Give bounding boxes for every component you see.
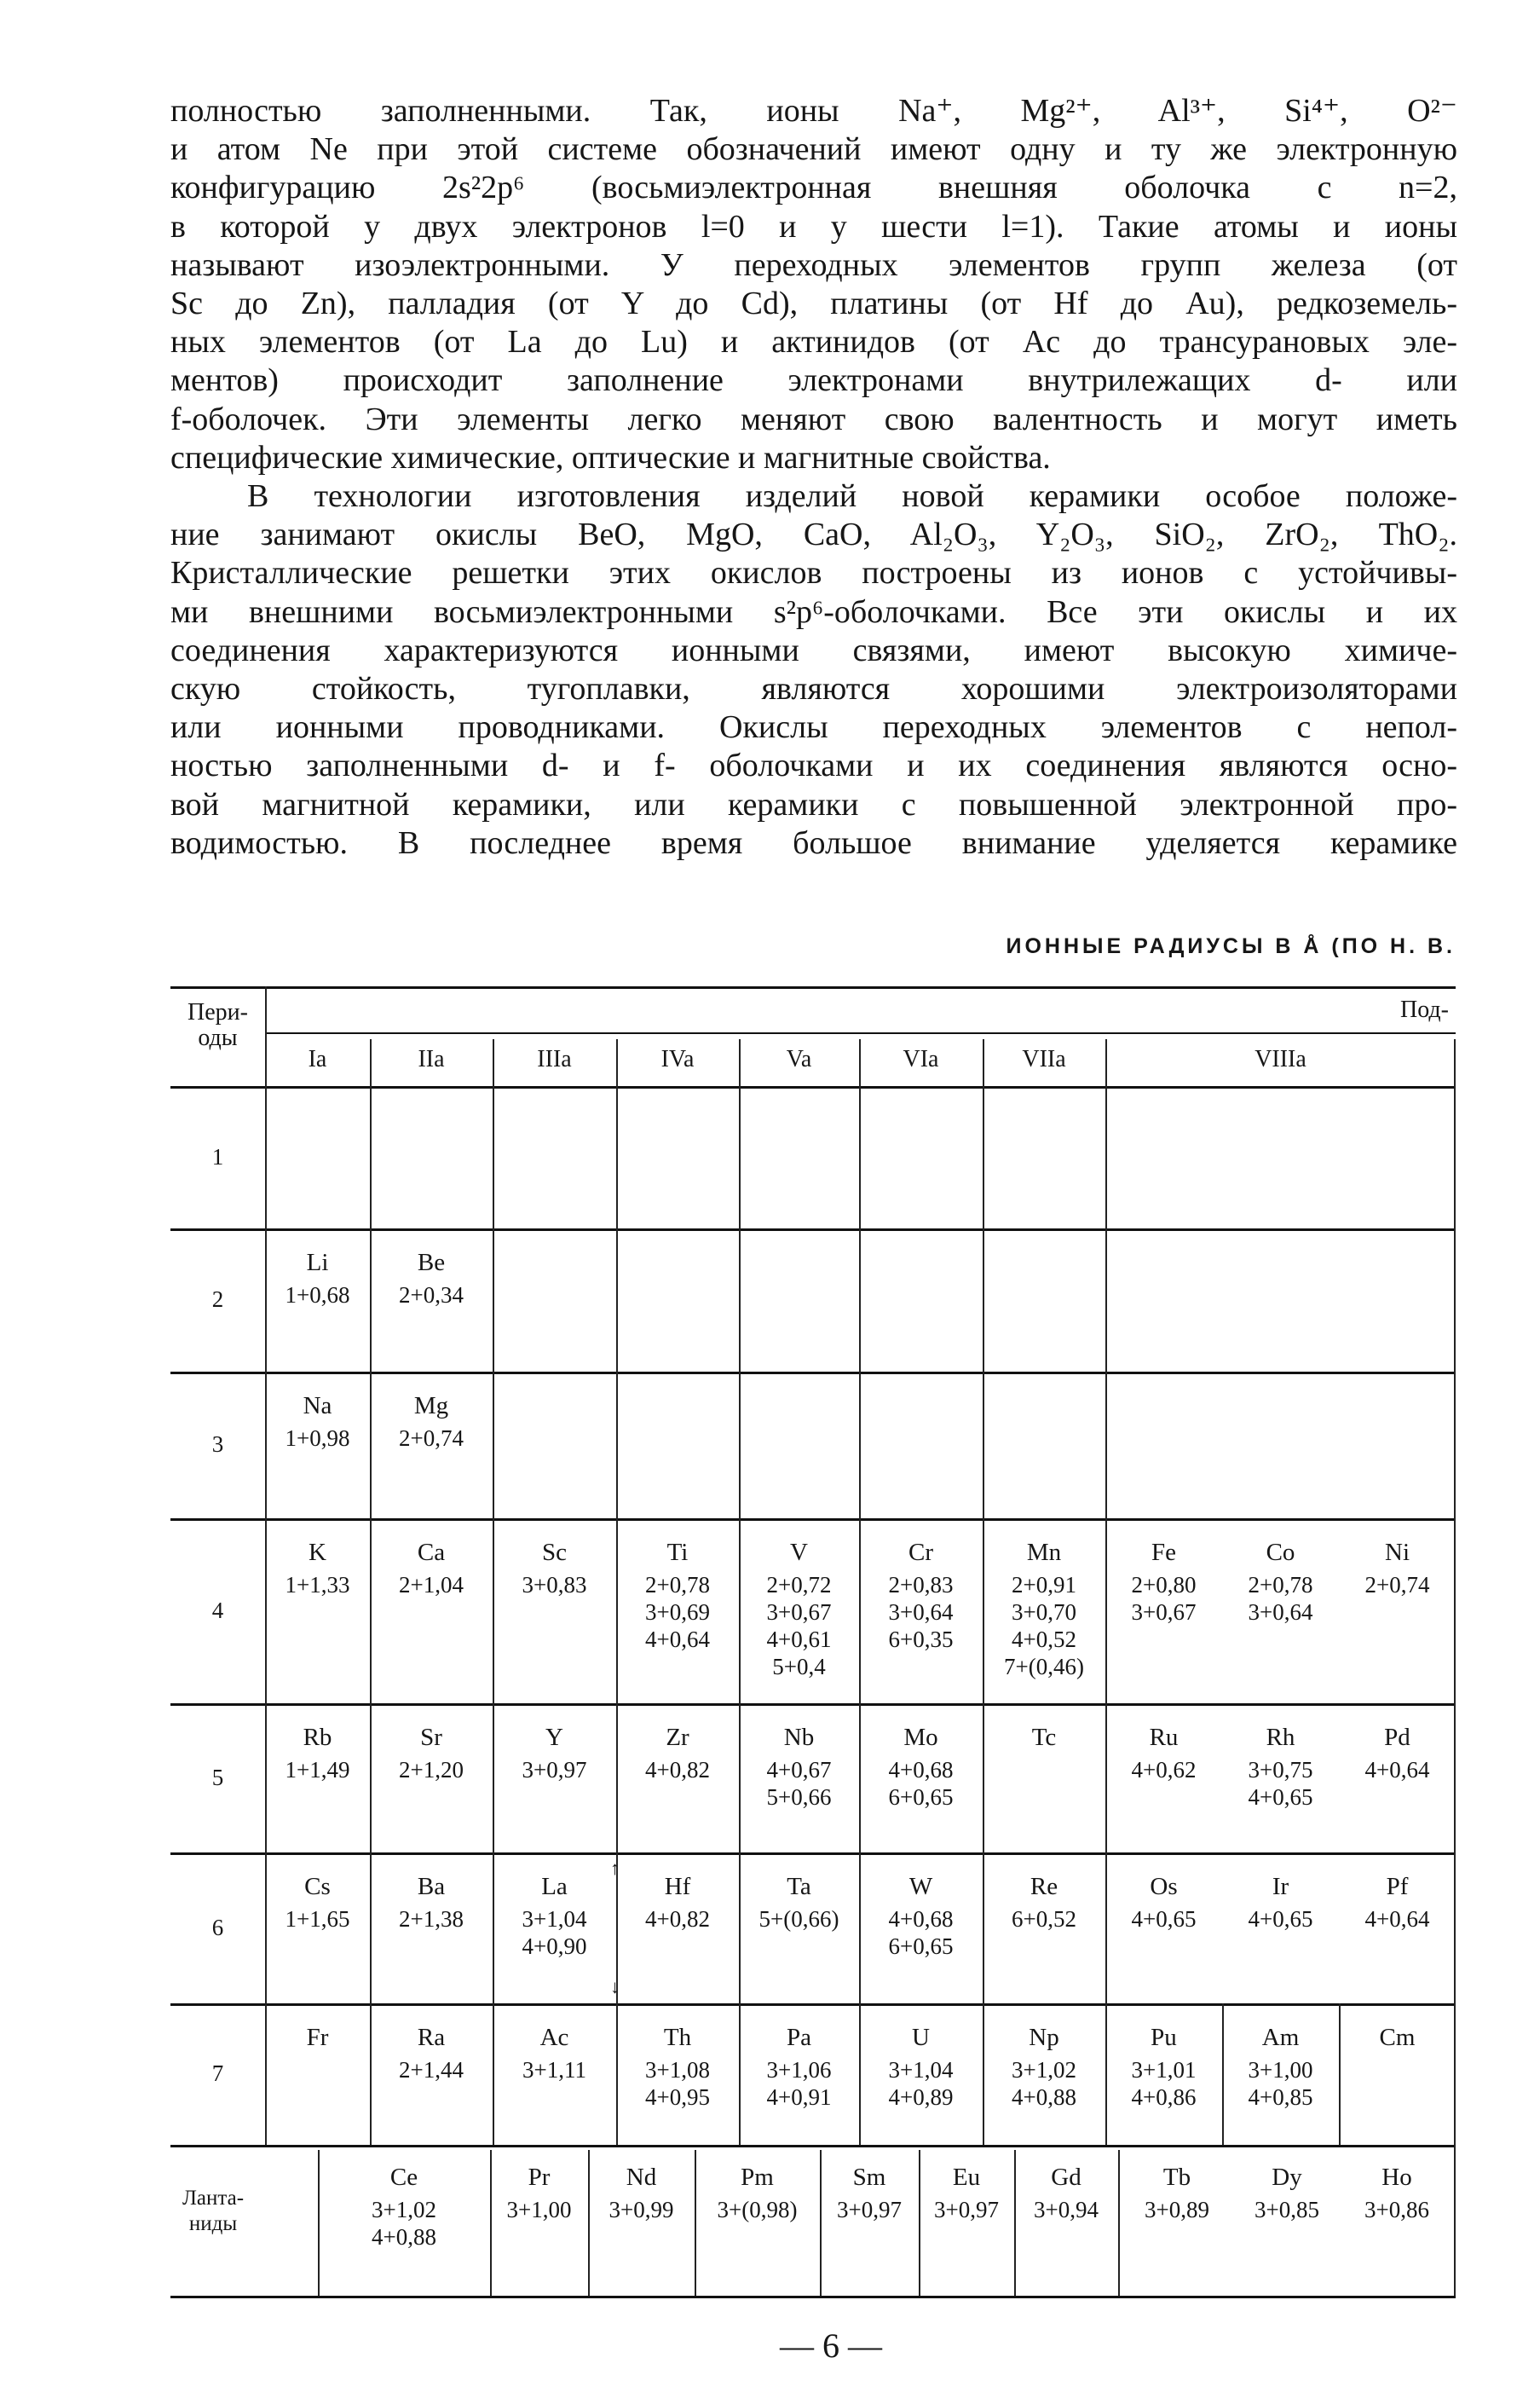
element-symbol: Eu	[952, 2164, 981, 2191]
ionic-radius-value: 3+0,69	[645, 1599, 710, 1625]
element-symbol: Sm	[852, 2164, 886, 2191]
ionic-radius-value: 4+0,64	[645, 1627, 710, 1652]
element-symbol: Cr	[908, 1539, 933, 1566]
element-symbol: Pf	[1386, 1873, 1409, 1900]
ionic-radius-value: 3+0,97	[522, 1757, 587, 1783]
ionic-radius-value: 2+0,91	[1012, 1572, 1076, 1598]
ionic-radius-value: 1+1,65	[285, 1906, 350, 1932]
text-line: ние занимают окислы BeO, MgO, CaO, Al₂O₃, Y₂O₃, SiO₂, ZrO₂, ThO₂.	[170, 517, 1457, 553]
text-line: в которой у двух электронов l=0 и у шести l=1). Такие атомы и ионы	[170, 208, 1457, 245]
element-symbol: Mn	[1026, 1539, 1062, 1566]
ionic-radius-value: 3+1,02	[372, 2197, 436, 2222]
ionic-radius-value: 1+0,68	[285, 1282, 350, 1308]
period-number: 7	[211, 2060, 224, 2086]
ionic-radius-value: 3+0,86	[1364, 2197, 1429, 2222]
element-cell	[739, 2003, 859, 2111]
group-header-VIIIa: VIIIa	[1254, 1046, 1306, 1072]
text-line: вой магнитной керамики, или керамики с повышенной электронной про-	[170, 786, 1457, 823]
ionic-radius-value: 4+0,68	[888, 1757, 954, 1783]
element-symbol: Ta	[787, 1873, 811, 1900]
element-cell	[265, 1228, 370, 1309]
element-symbol: Pm	[741, 2164, 774, 2191]
table-title: ИОННЫЕ РАДИУСЫ В Å (ПО Н. В.	[1006, 934, 1456, 958]
element-symbol: Pu	[1151, 2024, 1177, 2051]
ionic-radius-value: 5+0,4	[772, 1654, 826, 1679]
ionic-radius-value: 5+(0,66)	[758, 1906, 839, 1932]
element-cell	[616, 2003, 739, 2111]
ionic-radius-value: 2+0,34	[399, 1282, 464, 1308]
table-rule	[265, 1032, 1456, 1034]
element-symbol: La	[541, 1873, 568, 1900]
ionic-radius-value: 3+1,02	[1012, 2057, 1076, 2083]
ionic-radius-value: 3+0,64	[888, 1599, 954, 1625]
text-line: и атом Ne при этой системе обозначений имеют одну и ту же электронную	[170, 131, 1457, 168]
element-cell	[493, 2003, 616, 2083]
ionic-radius-value: 3+0,99	[609, 2197, 674, 2222]
element-cell	[370, 1703, 493, 1783]
ionic-radius-value: 1+1,33	[285, 1572, 350, 1598]
element-cell	[265, 1372, 370, 1452]
element-cell	[820, 2143, 919, 2223]
element-cell	[265, 1518, 370, 1598]
element-symbol: Nd	[626, 2164, 657, 2191]
element-symbol: Rh	[1266, 1724, 1295, 1751]
ionic-radius-value: 4+0,82	[645, 1906, 710, 1932]
ionic-radius-value: 3+0,70	[1012, 1599, 1076, 1625]
element-cell	[859, 1518, 983, 1653]
element-cell	[265, 1703, 370, 1783]
element-symbol: Zr	[666, 1724, 689, 1751]
ionic-radius-value: 3+1,00	[1248, 2057, 1313, 2083]
ionic-radius-value: 4+0,95	[645, 2084, 710, 2110]
period-number: 6	[211, 1914, 224, 1940]
element-cell	[493, 1852, 616, 1960]
ionic-radius-value: 7+(0,46)	[1004, 1654, 1084, 1679]
ionic-radius-value: 3+(0,98)	[717, 2197, 798, 2222]
element-cell	[318, 2143, 490, 2251]
element-cell	[739, 1852, 859, 1933]
ionic-radius-value: 6+0,65	[888, 1933, 954, 1959]
element-cell	[695, 2143, 820, 2223]
ionic-radius-value: 2+1,04	[399, 1572, 464, 1598]
text-line: специфические химические, оптические и магнитные свойства.	[170, 439, 1051, 476]
ionic-radius-value: 3+1,00	[506, 2197, 572, 2222]
ionic-radius-value: 4+0,65	[1248, 1906, 1313, 1932]
ionic-radius-value: 3+1,04	[888, 2057, 954, 2083]
element-cell	[1339, 1518, 1456, 1598]
element-cell	[1105, 2003, 1222, 2111]
arrow-down-icon: ↓	[610, 1976, 620, 1997]
ionic-radius-value: 2+1,20	[399, 1757, 464, 1783]
text-line: В технологии изготовления изделий новой керамики особое положе-	[247, 478, 1457, 515]
ionic-radius-value: 6+0,52	[1012, 1906, 1076, 1932]
element-symbol: Np	[1029, 2024, 1059, 2051]
period-number: 1	[211, 1143, 224, 1170]
element-cell	[1222, 2003, 1339, 2111]
element-cell	[1105, 1518, 1222, 1626]
ionic-radius-value: 2+0,74	[1364, 1572, 1430, 1598]
ionic-radius-value: 1+1,49	[285, 1757, 350, 1783]
element-cell	[1105, 1703, 1222, 1783]
element-symbol: Be	[417, 1249, 446, 1276]
element-symbol: Ni	[1385, 1539, 1410, 1566]
subgroup-header: Под-	[1400, 997, 1449, 1023]
text-line: конфигурацию 2s²2p⁶ (восьмиэлектронная внешняя оболочка с n=2,	[170, 170, 1457, 206]
ionic-radius-value: 4+0,64	[1364, 1757, 1430, 1783]
element-cell	[493, 1518, 616, 1598]
ionic-radius-value: 4+0,65	[1131, 1906, 1197, 1932]
ionic-radius-value: 3+0,97	[934, 2197, 999, 2222]
element-symbol: Co	[1266, 1539, 1295, 1566]
element-symbol: Sc	[542, 1539, 567, 1566]
element-cell	[370, 1518, 493, 1598]
ionic-radius-value: 4+0,88	[372, 2224, 436, 2250]
element-cell	[265, 1852, 370, 1933]
element-cell	[859, 1852, 983, 1960]
ionic-radius-value: 4+0,90	[522, 1933, 587, 1959]
element-symbol: W	[908, 1873, 933, 1900]
text-line: или ионными проводниками. Окислы переходных элементов с непол-	[170, 709, 1457, 746]
element-symbol: Ho	[1381, 2164, 1412, 2191]
body-text	[170, 92, 1457, 863]
element-symbol: Pa	[787, 2024, 811, 2051]
ionic-radius-value: 3+0,97	[837, 2197, 902, 2222]
ionic-radius-value: 4+0,86	[1131, 2084, 1197, 2110]
element-cell	[983, 2003, 1105, 2111]
ionic-radius-value: 2+1,44	[399, 2057, 464, 2083]
table-rule	[170, 1086, 1456, 1089]
element-symbol: Tb	[1162, 2164, 1191, 2191]
element-cell	[1339, 1703, 1456, 1783]
element-symbol: Ir	[1272, 1873, 1289, 1900]
text-line: называют изоэлектронными. У переходных элементов групп железа (от	[170, 246, 1457, 283]
element-cell	[370, 1228, 493, 1309]
group-header-Ia: Ia	[308, 1046, 327, 1072]
text-line: ностью заполненными d- и f- оболочками и их соединения являются осно-	[170, 748, 1457, 784]
element-cell	[1105, 1852, 1222, 1933]
table-rule	[170, 986, 1456, 989]
ionic-radius-value: 3+0,85	[1254, 2197, 1319, 2222]
table-rule	[170, 2296, 1456, 2298]
element-symbol: Hf	[664, 1873, 691, 1900]
ionic-radius-value: 4+0,88	[1012, 2084, 1076, 2110]
period-number: 3	[211, 1431, 224, 1457]
text-line: скую стойкость, тугоплавки, являются хорошими электроизоляторами	[170, 671, 1457, 708]
element-cell	[265, 2003, 370, 2056]
ionic-radius-value: 4+0,82	[645, 1757, 710, 1783]
element-cell	[1118, 2143, 1236, 2223]
element-symbol: Os	[1150, 1873, 1178, 1900]
element-symbol: K	[309, 1539, 326, 1566]
ionic-radius-value: 2+1,38	[399, 1906, 464, 1932]
ionic-radius-value: 3+0,67	[1131, 1599, 1197, 1625]
period-header: Пери- оды	[187, 999, 248, 1051]
element-cell	[1338, 2143, 1456, 2223]
ionic-radius-value: 2+0,83	[888, 1572, 954, 1598]
element-symbol: Y	[545, 1724, 563, 1751]
element-cell	[616, 1518, 739, 1653]
ionic-radius-value: 3+1,08	[645, 2057, 710, 2083]
text-line: f-оболочек. Эти элементы легко меняют свою валентность и могут иметь	[170, 401, 1457, 437]
element-symbol: Mo	[903, 1724, 938, 1751]
element-symbol: Rb	[303, 1724, 332, 1751]
element-symbol: V	[790, 1539, 808, 1566]
element-symbol: Ca	[417, 1539, 446, 1566]
ionic-radius-value: 4+0,85	[1248, 2084, 1313, 2110]
period-number: 5	[211, 1764, 224, 1790]
ionic-radius-value: 3+1,11	[522, 2057, 586, 2083]
ionic-radius-value: 3+0,89	[1145, 2197, 1209, 2222]
ionic-radius-value: 3+0,75	[1248, 1757, 1313, 1783]
ionic-radii-table	[170, 986, 1456, 2296]
element-symbol: Ce	[389, 2164, 418, 2191]
element-symbol: Fe	[1151, 1539, 1176, 1566]
ionic-radius-value: 1+0,98	[285, 1425, 350, 1451]
ionic-radius-value: 2+0,80	[1131, 1572, 1197, 1598]
element-symbol: Cs	[304, 1873, 331, 1900]
ionic-radius-value: 4+0,68	[888, 1906, 954, 1932]
text-line: ми внешними восьмиэлектронными s²p⁶-оболочками. Все эти окислы и их	[170, 593, 1457, 630]
ionic-radius-value: 3+0,67	[766, 1599, 832, 1625]
page-number: — 6 —	[780, 2326, 882, 2365]
text-line: Кристаллические решетки этих окислов построены из ионов с устойчивы-	[170, 555, 1457, 592]
ionic-radius-value: 4+0,91	[766, 2084, 832, 2110]
element-symbol: Ba	[417, 1873, 446, 1900]
period-number: 4	[211, 1597, 224, 1623]
element-cell	[1222, 1518, 1339, 1626]
ionic-radius-value: 4+0,67	[766, 1757, 832, 1783]
element-symbol: Am	[1261, 2024, 1300, 2051]
lanthanides-label: Ланта- ниды	[182, 2187, 245, 2235]
element-cell	[370, 2003, 493, 2083]
ionic-radius-value: 2+0,78	[645, 1572, 710, 1598]
element-symbol: Ra	[417, 2024, 446, 2051]
ionic-radius-value: 6+0,65	[888, 1784, 954, 1810]
element-cell	[493, 1703, 616, 1783]
element-cell	[1222, 1703, 1339, 1811]
text-line: ментов) происходит заполнение электронами внутрилежащих d- или	[170, 362, 1457, 399]
element-symbol: Pr	[528, 2164, 551, 2191]
text-line: водимостью. В последнее время большое внимание уделяется керамике	[170, 824, 1457, 861]
ionic-radius-value: 4+0,64	[1364, 1906, 1430, 1932]
group-header-IIa: IIa	[418, 1046, 445, 1072]
group-header-VIIa: VIIa	[1022, 1046, 1066, 1072]
element-cell	[859, 2003, 983, 2111]
group-header-VIa: VIa	[903, 1046, 939, 1072]
element-cell	[983, 1703, 1105, 1756]
element-cell	[1339, 2003, 1456, 2056]
element-symbol: Ru	[1149, 1724, 1179, 1751]
group-header-IVa: IVa	[660, 1046, 695, 1072]
arrow-up-icon: ↑	[610, 1858, 620, 1879]
element-symbol: Sr	[420, 1724, 442, 1751]
ionic-radius-value: 3+0,83	[522, 1572, 587, 1598]
text-line: полностью заполненными. Так, ионы Na⁺, Mg²⁺, Al³⁺, Si⁴⁺, O²⁻	[170, 93, 1457, 129]
element-cell	[1236, 2143, 1338, 2223]
element-symbol: Tc	[1031, 1724, 1057, 1751]
element-cell	[739, 1703, 859, 1811]
element-cell	[1014, 2143, 1118, 2223]
ionic-radius-value: 3+1,01	[1131, 2057, 1197, 2083]
element-symbol: Gd	[1051, 2164, 1081, 2191]
text-line: соединения характеризуются ионными связями, имеют высокую химиче-	[170, 632, 1457, 668]
ionic-radius-value: 4+0,61	[766, 1627, 832, 1652]
element-symbol: Ti	[666, 1539, 689, 1566]
ionic-radius-value: 5+0,66	[766, 1784, 832, 1810]
element-symbol: Re	[1030, 1873, 1058, 1900]
ionic-radius-value: 4+0,52	[1012, 1627, 1076, 1652]
element-symbol: Dy	[1272, 2164, 1302, 2191]
element-symbol: Li	[306, 1249, 329, 1276]
element-symbol: Cm	[1379, 2024, 1416, 2051]
group-header-Va: Va	[786, 1046, 812, 1072]
ionic-radius-value: 2+0,78	[1248, 1572, 1313, 1598]
element-symbol: Nb	[783, 1724, 815, 1751]
element-cell	[588, 2143, 695, 2223]
ionic-radius-value: 2+0,74	[399, 1425, 464, 1451]
ionic-radius-value: 3+0,94	[1034, 2197, 1099, 2222]
element-cell	[739, 1518, 859, 1680]
ionic-radius-value: 4+0,62	[1131, 1757, 1197, 1783]
text-line: ных элементов (от La до Lu) и актинидов (от Ac до трансурановых эле-	[170, 324, 1457, 361]
element-symbol: Pd	[1384, 1724, 1410, 1751]
element-cell	[919, 2143, 1014, 2223]
group-header-IIIa: IIIa	[537, 1046, 572, 1072]
element-cell	[370, 1372, 493, 1452]
element-symbol: Th	[663, 2024, 692, 2051]
element-cell	[859, 1703, 983, 1811]
ionic-radius-value: 2+0,72	[766, 1572, 832, 1598]
element-symbol: U	[912, 2024, 930, 2051]
element-cell	[490, 2143, 588, 2223]
element-cell	[370, 1852, 493, 1933]
column-divider	[1454, 1039, 1456, 2296]
element-symbol: Mg	[413, 1392, 449, 1419]
element-cell	[616, 1703, 739, 1783]
ionic-radius-value: 3+1,04	[522, 1906, 587, 1932]
element-cell	[1222, 1852, 1339, 1933]
element-cell	[983, 1518, 1105, 1680]
text-line: Sc до Zn), палладия (от Y до Cd), платины (от Hf до Au), редкоземель-	[170, 286, 1457, 322]
element-cell	[983, 1852, 1105, 1933]
element-cell	[1339, 1852, 1456, 1933]
element-cell	[616, 1852, 739, 1933]
element-symbol: Ac	[539, 2024, 569, 2051]
element-symbol: Na	[303, 1392, 332, 1419]
ionic-radius-value: 4+0,65	[1248, 1784, 1313, 1810]
ionic-radius-value: 3+1,06	[766, 2057, 832, 2083]
element-symbol: Fr	[306, 2024, 329, 2051]
ionic-radius-value: 4+0,89	[888, 2084, 954, 2110]
ionic-radius-value: 3+0,64	[1248, 1599, 1313, 1625]
ionic-radius-value: 6+0,35	[888, 1627, 954, 1652]
period-number: 2	[211, 1286, 224, 1312]
